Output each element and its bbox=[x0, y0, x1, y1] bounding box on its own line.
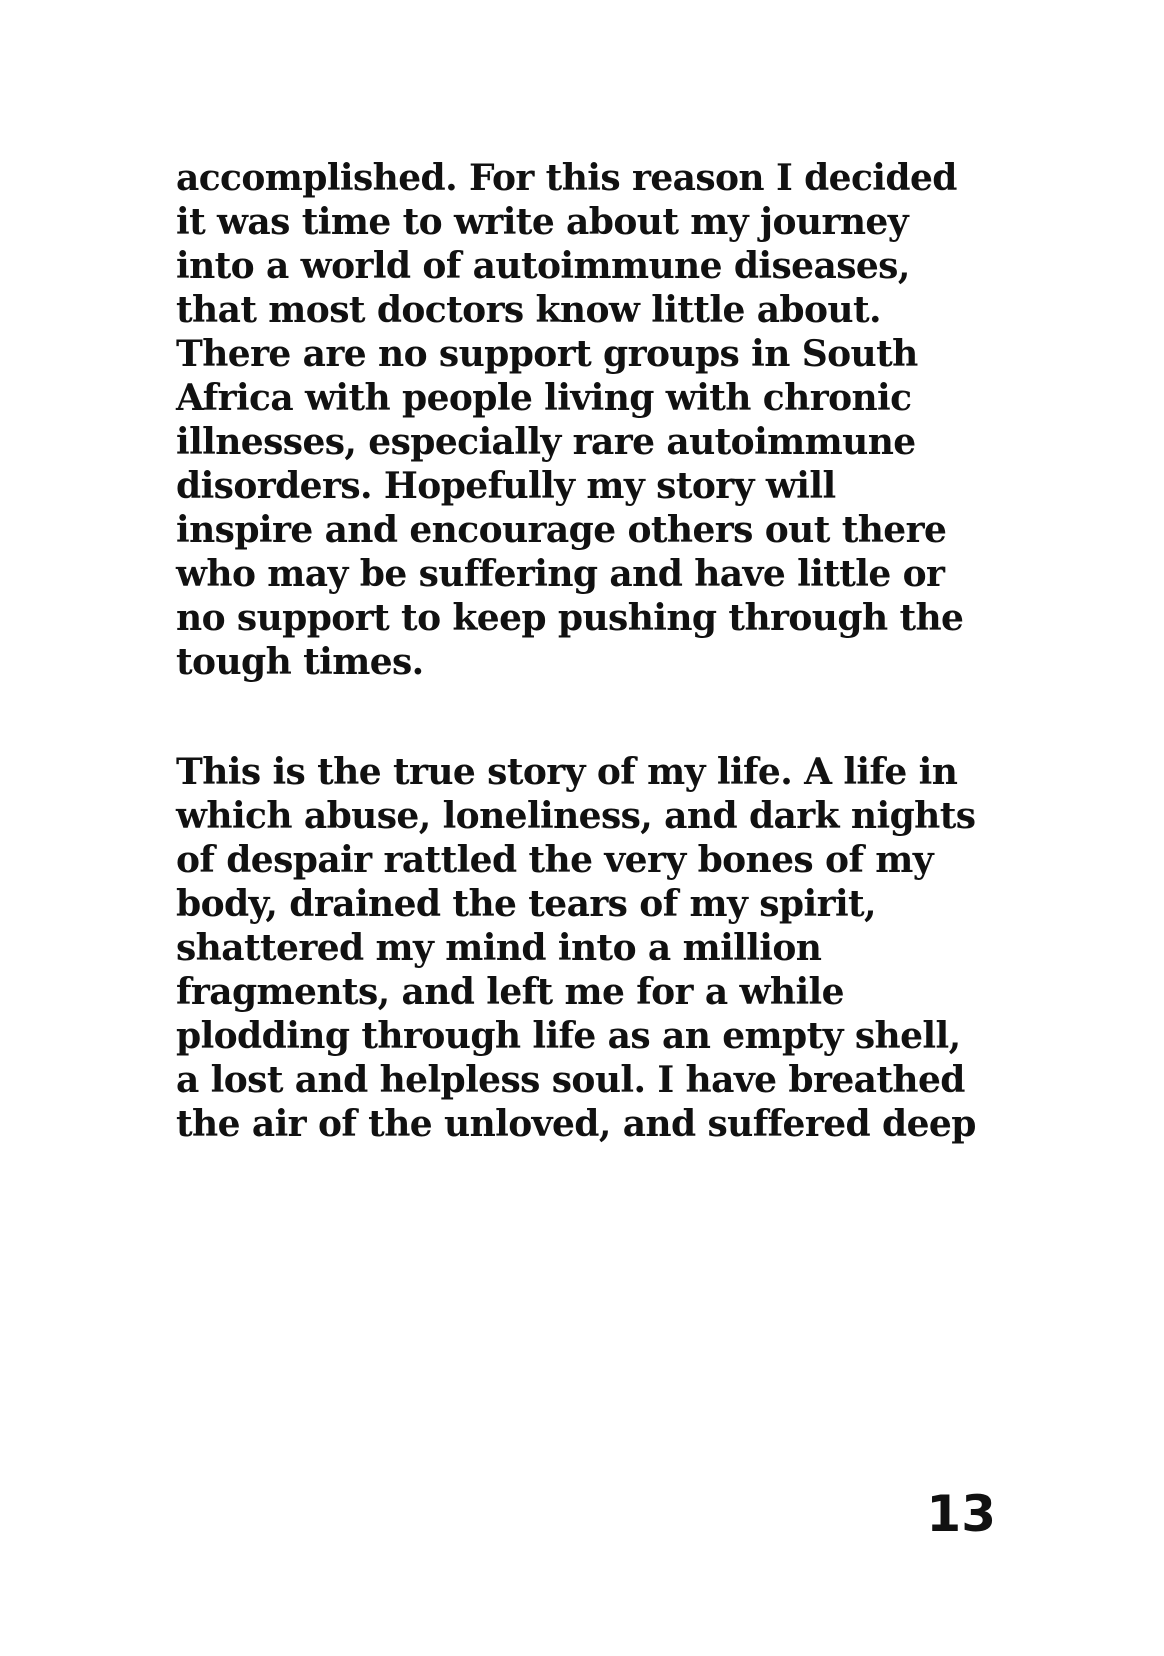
text-line: This is the true story of my life. A life in bbox=[176, 751, 958, 793]
text-line: of despair rattled the very bones of my bbox=[176, 839, 934, 881]
text-line: no support to keep pushing through the bbox=[176, 597, 964, 639]
text-line: who may be suffering and have little or bbox=[176, 553, 945, 595]
text-line: disorders. Hopefully my story will bbox=[176, 465, 836, 507]
paragraph-2 bbox=[176, 750, 1006, 1146]
text-line: that most doctors know little about. bbox=[176, 289, 881, 331]
text-line: body, drained the tears of my spirit, bbox=[176, 883, 876, 925]
text-line: it was time to write about my journey bbox=[176, 201, 909, 243]
text-line: into a world of autoimmune diseases, bbox=[176, 245, 910, 287]
text-line: plodding through life as an empty shell, bbox=[176, 1015, 961, 1057]
text-line: the air of the unloved, and suffered deep bbox=[176, 1103, 976, 1145]
text-line: inspire and encourage others out there bbox=[176, 509, 947, 551]
text-line: There are no support groups in South bbox=[176, 333, 918, 375]
text-line: accomplished. For this reason I decided bbox=[176, 157, 957, 199]
text-line: tough times. bbox=[176, 641, 424, 683]
text-line: fragments, and left me for a while bbox=[176, 971, 844, 1013]
text-line: illnesses, especially rare autoimmune bbox=[176, 421, 916, 463]
paragraph-1 bbox=[176, 156, 1006, 684]
text-line: a lost and helpless soul. I have breathed bbox=[176, 1059, 965, 1101]
text-line: which abuse, loneliness, and dark nights bbox=[176, 795, 976, 837]
text-line: shattered my mind into a million bbox=[176, 927, 822, 969]
text-line: Africa with people living with chronic bbox=[176, 377, 912, 419]
page-number: 13 bbox=[926, 1485, 996, 1543]
